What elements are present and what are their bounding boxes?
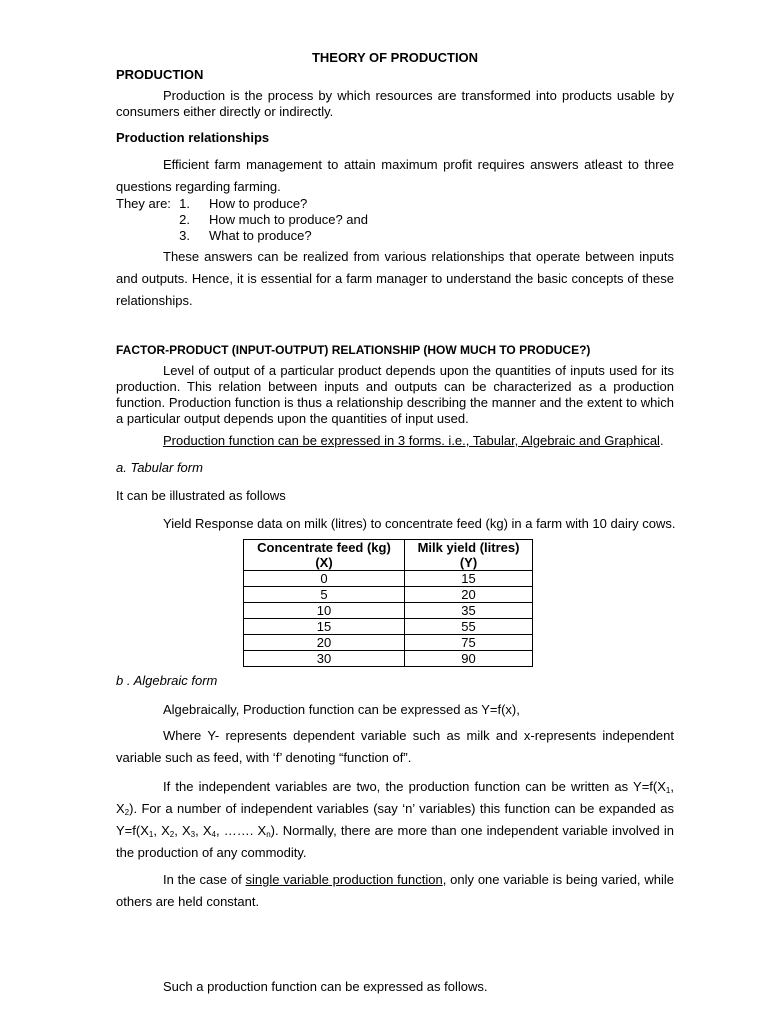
text-run: , only one variable is being varied, while others are held constant. [116,872,674,909]
table-row [244,651,533,667]
forms-period: . [659,433,664,448]
table-row [244,587,533,603]
text-run: , X [116,779,674,816]
relationships-conclusion: These answers can be realized from various relationships that operate between inputs and outputs. Hence, it is essential for a farm manager to understand the basic concepts of these relationships. [116,249,674,308]
list-number: 1. [179,196,190,211]
subscript: 1 [148,830,154,839]
header-label: Milk yield (litres) [417,540,520,555]
text-run: , X [195,823,212,838]
list-number: 3. [179,228,190,243]
relationships-heading: Production relationships [116,130,270,145]
forms-sentence-line [116,433,674,448]
subscript: 1 [665,786,671,795]
production-heading: PRODUCTION [116,67,204,82]
header-label: Concentrate feed (kg) [257,540,391,555]
text-run: If the independent variables are two, the production function can be written as Y=f(X [163,779,666,794]
table-row [244,603,533,619]
list-item: How much to produce? and [209,212,368,227]
factor-product-paragraph: Level of output of a particular product depends upon the quantities of inputs used for its production. This relation between inputs and outputs can be characterized as a production function. Production function is thus a relationship describing the manner and the extent to which a particular output depends upon the quantities of input used. [116,363,674,426]
final-sentence: Such a production function can be expressed as follows. [163,979,488,994]
text-run: , ……. X [216,823,267,838]
feed-cell: 30 [244,651,405,667]
list-number: 2. [179,212,190,227]
header-symbol: (Y) [459,555,478,570]
yield-response-table [243,539,533,667]
subscript: 3 [190,830,196,839]
feed-cell: 15 [244,619,405,635]
algebraic-heading: b . Algebraic form [116,673,218,688]
feed-cell: 10 [244,603,405,619]
table-row [244,571,533,587]
forms-sentence: Production function can be expressed in 3 forms. i.e., Tabular, Algebraic and Graphical [163,433,660,448]
relationships-intro: Efficient farm management to attain maximum profit requires answers atleast to three questions regarding farming. [116,157,674,194]
list-item: How to produce? [209,196,308,211]
illustrated-text: It can be illustrated as follows [116,488,286,503]
tabular-heading: a. Tabular form [116,460,203,475]
table-row [244,635,533,651]
feed-cell: 20 [244,635,405,651]
they-are-label: They are: [116,196,171,211]
document-title: THEORY OF PRODUCTION [311,50,479,65]
table-row [244,619,533,635]
subscript: 4 [211,830,216,839]
header-symbol: (X) [315,555,333,570]
single-variable-term: single variable production function [245,872,443,887]
subscript: 2 [124,808,130,817]
text-run: , X [153,823,170,838]
text-run: ). Normally, there are more than one independent variable involved in the production of any commodity. [116,823,674,860]
algebraic-line1: Algebraically, Production function can be expressed as Y=f(x), [163,702,520,717]
production-definition: Production is the process by which resources are transformed into products usable by consumers either directly or indirectly. [116,88,674,119]
yield-cell: 20 [405,587,533,603]
factor-product-heading: FACTOR-PRODUCT (INPUT-OUTPUT) RELATIONSHIP (HOW MUCH TO PRODUCE?) [116,343,591,357]
yield-cell: 15 [405,571,533,587]
table-caption: Yield Response data on milk (litres) to concentrate feed (kg) in a farm with 10 dairy cows. [163,516,676,531]
yield-cell: 35 [405,603,533,619]
text-run: In the case of [163,872,246,887]
subscript: n [266,830,271,839]
text-run: ). For a number of independent variables (say ‘n’ variables) this function can be expanded as Y=f(X [116,801,674,838]
single-variable-paragraph [116,869,674,913]
table-header-row [244,540,533,571]
yield-cell: 55 [405,619,533,635]
algebraic-line2: Where Y- represents dependent variable such as milk and x-represents independent variable such as feed, with ‘f’ denoting “function of”. [116,728,674,765]
yield-cell: 90 [405,651,533,667]
milk-yield-header [405,540,533,571]
yield-cell: 75 [405,635,533,651]
independent-variables-paragraph [116,776,674,864]
concentrate-feed-header [244,540,405,571]
subscript: 2 [169,830,175,839]
feed-cell: 0 [244,571,405,587]
list-item: What to produce? [209,228,312,243]
text-run: , X [174,823,191,838]
feed-cell: 5 [244,587,405,603]
